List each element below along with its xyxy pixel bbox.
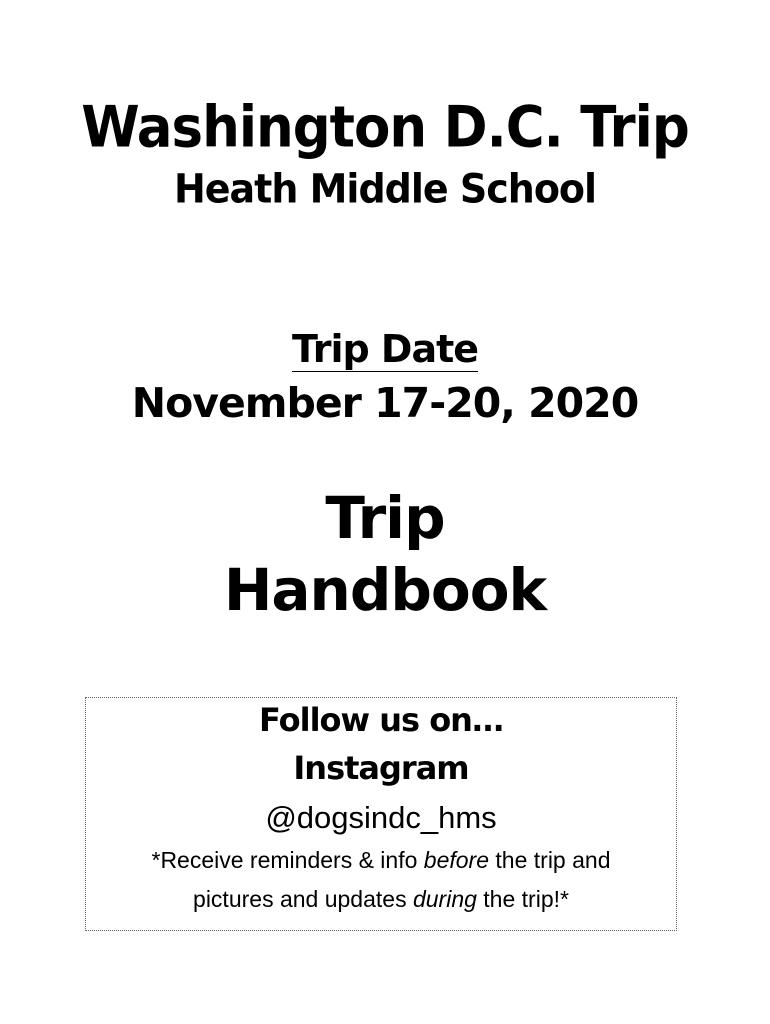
instagram-label: Instagram: [293, 749, 469, 787]
reminder-note-line1: [86, 845, 676, 875]
handbook-heading-line2: Handbook: [223, 556, 547, 624]
note-text-4: the trip!*: [476, 886, 569, 912]
follow-us-text: Follow us on…: [259, 701, 503, 739]
handbook-heading-line1: Trip: [325, 484, 445, 552]
note-emphasis-before: before: [423, 847, 490, 873]
note-text-2: the trip and: [489, 847, 611, 873]
social-follow-box: [85, 697, 677, 931]
trip-date-label: [0, 326, 770, 372]
trip-date-value: November 17-20, 2020: [131, 379, 639, 427]
page-title: Washington D.C. Trip: [81, 94, 689, 161]
note-emphasis-during: during: [412, 886, 477, 912]
school-name: Heath Middle School: [173, 165, 597, 213]
note-text-1: *Receive reminders & info: [151, 847, 424, 873]
reminder-note-line2: [86, 884, 676, 914]
instagram-handle: @dogsindc_hms: [265, 800, 497, 835]
trip-date-label-text: Trip Date: [291, 327, 479, 371]
note-text-3: pictures and updates: [193, 886, 413, 912]
